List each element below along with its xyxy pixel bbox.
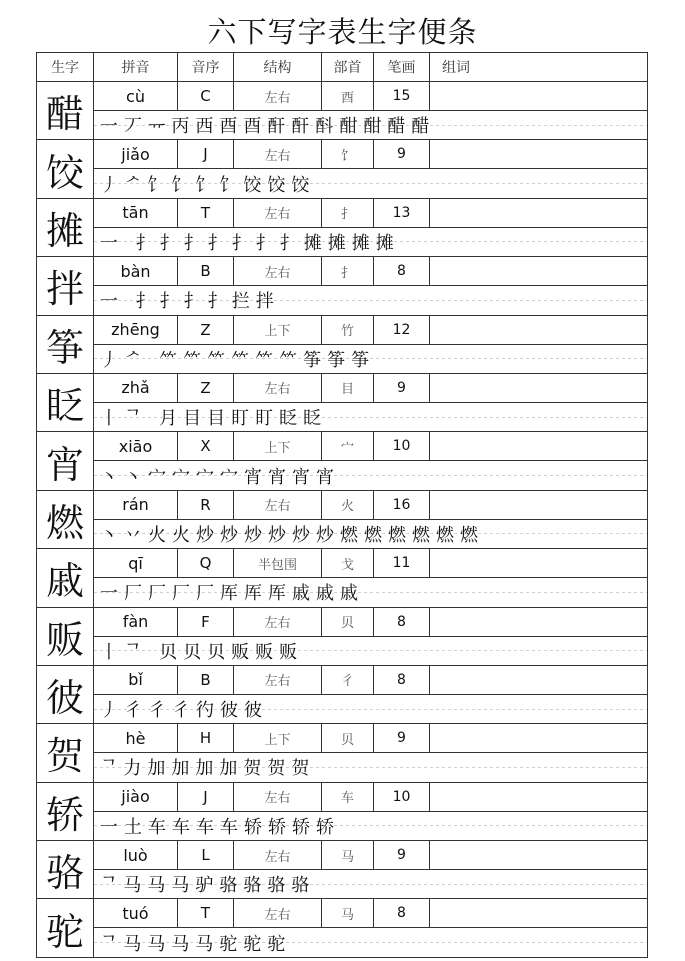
entry-info-row xyxy=(94,724,647,753)
entry-info-row xyxy=(94,899,647,928)
entry-details xyxy=(94,899,647,956)
stroke-order-row xyxy=(94,578,647,606)
words-cell xyxy=(430,549,647,577)
entry-row xyxy=(37,432,647,490)
radical-cell: 竹 xyxy=(322,316,374,344)
order-cell: H xyxy=(178,724,234,752)
entry-details xyxy=(94,82,647,139)
stroke-count-cell: 8 xyxy=(374,899,430,927)
radical-cell: 宀 xyxy=(322,432,374,460)
entry-row xyxy=(37,899,647,956)
stroke-order-row xyxy=(94,286,647,314)
stroke-order-row xyxy=(94,111,647,139)
order-cell: Z xyxy=(178,374,234,402)
structure-cell: 左右 xyxy=(234,608,322,636)
entry-details xyxy=(94,666,647,723)
entry-info-row xyxy=(94,608,647,637)
entry-row xyxy=(37,841,647,899)
words-cell xyxy=(430,316,647,344)
order-cell: Z xyxy=(178,316,234,344)
stroke-order-row xyxy=(94,403,647,431)
pinyin-cell: jiào xyxy=(94,783,178,811)
order-cell: T xyxy=(178,199,234,227)
structure-cell: 左右 xyxy=(234,257,322,285)
pinyin-cell: bàn xyxy=(94,257,178,285)
stroke-sequence: 丿ᄼ饣饣饣饣饺饺饺 xyxy=(100,174,316,196)
header-strokes: 笔画 xyxy=(374,53,430,81)
words-cell xyxy=(430,841,647,869)
stroke-sequence: 丶丷火火炒炒炒炒炒炒燃燃燃燃燃燃 xyxy=(100,524,484,546)
stroke-count-cell: 9 xyxy=(374,374,430,402)
words-cell xyxy=(430,140,647,168)
character-cell: 轿 xyxy=(37,783,94,840)
pinyin-cell: cù xyxy=(94,82,178,110)
entry-row xyxy=(37,82,647,140)
structure-cell: 上下 xyxy=(234,316,322,344)
stroke-sequence: ᄀ马马马马驼驼驼 xyxy=(100,933,292,955)
character-cell: 筝 xyxy=(37,316,94,373)
header-order: 音序 xyxy=(178,53,234,81)
stroke-order-row xyxy=(94,228,647,256)
entry-row xyxy=(37,724,647,782)
page-title: 六下写字表生字便条 xyxy=(207,15,478,49)
pinyin-cell: luò xyxy=(94,841,178,869)
stroke-sequence: 一厂厂厂厂厍厍厍戚戚戚 xyxy=(100,583,364,605)
entry-details xyxy=(94,374,647,431)
character-cell: 醋 xyxy=(37,82,94,139)
entry-row xyxy=(37,374,647,432)
structure-cell: 上下 xyxy=(234,724,322,752)
stroke-count-cell: 11 xyxy=(374,549,430,577)
entry-details xyxy=(94,783,647,840)
structure-cell: 左右 xyxy=(234,140,322,168)
entry-details xyxy=(94,140,647,197)
structure-cell: 半包围 xyxy=(234,549,322,577)
entry-info-row xyxy=(94,140,647,169)
structure-cell: 左右 xyxy=(234,491,322,519)
structure-cell: 上下 xyxy=(234,432,322,460)
order-cell: L xyxy=(178,841,234,869)
stroke-sequence: ᄀ力加加加加贺贺贺 xyxy=(100,758,316,780)
stroke-count-cell: 10 xyxy=(374,432,430,460)
entry-info-row xyxy=(94,491,647,520)
words-cell xyxy=(430,374,647,402)
stroke-sequence: 丿彳彳彳彴彼彼 xyxy=(100,700,268,722)
entry-details xyxy=(94,608,647,665)
entry-details xyxy=(94,841,647,898)
entry-info-row xyxy=(94,549,647,578)
character-cell: 骆 xyxy=(37,841,94,898)
radical-cell: 饣 xyxy=(322,140,374,168)
entry-details xyxy=(94,316,647,373)
stroke-order-row xyxy=(94,753,647,781)
character-table xyxy=(36,52,648,958)
order-cell: F xyxy=(178,608,234,636)
character-cell: 眨 xyxy=(37,374,94,431)
entry-info-row xyxy=(94,257,647,286)
pinyin-cell: qī xyxy=(94,549,178,577)
stroke-order-row xyxy=(94,345,647,373)
pinyin-cell: zhǎ xyxy=(94,374,178,402)
character-cell: 贩 xyxy=(37,608,94,665)
header-structure: 结构 xyxy=(234,53,322,81)
pinyin-cell: tān xyxy=(94,199,178,227)
entry-details xyxy=(94,432,647,489)
order-cell: X xyxy=(178,432,234,460)
radical-cell: 彳 xyxy=(322,666,374,694)
stroke-count-cell: 10 xyxy=(374,783,430,811)
pinyin-cell: jiǎo xyxy=(94,140,178,168)
character-cell: 饺 xyxy=(37,140,94,197)
structure-cell: 左右 xyxy=(234,899,322,927)
entry-details xyxy=(94,199,647,256)
words-cell xyxy=(430,783,647,811)
pinyin-cell: hè xyxy=(94,724,178,752)
stroke-order-row xyxy=(94,169,647,197)
stroke-sequence: 丨ᄀ 月目目盯盯眨眨 xyxy=(100,408,328,430)
order-cell: R xyxy=(178,491,234,519)
words-cell xyxy=(430,724,647,752)
radical-cell: 扌 xyxy=(322,199,374,227)
radical-cell: 马 xyxy=(322,841,374,869)
character-cell: 驼 xyxy=(37,899,94,956)
stroke-count-cell: 9 xyxy=(374,841,430,869)
stroke-count-cell: 12 xyxy=(374,316,430,344)
words-cell xyxy=(430,666,647,694)
words-cell xyxy=(430,491,647,519)
entry-row xyxy=(37,316,647,374)
entry-details xyxy=(94,549,647,606)
stroke-sequence: ᄀ马马马驴骆骆骆骆 xyxy=(100,875,316,897)
entry-row xyxy=(37,783,647,841)
order-cell: J xyxy=(178,140,234,168)
pinyin-cell: tuó xyxy=(94,899,178,927)
entry-row xyxy=(37,608,647,666)
character-cell: 彼 xyxy=(37,666,94,723)
stroke-sequence: 一土车车车车轿轿轿轿 xyxy=(100,816,340,838)
stroke-count-cell: 8 xyxy=(374,608,430,636)
pinyin-cell: rán xyxy=(94,491,178,519)
character-cell: 摊 xyxy=(37,199,94,256)
radical-cell: 目 xyxy=(322,374,374,402)
entry-info-row xyxy=(94,82,647,111)
entry-row xyxy=(37,666,647,724)
radical-cell: 马 xyxy=(322,899,374,927)
entry-info-row xyxy=(94,666,647,695)
entry-row xyxy=(37,199,647,257)
words-cell xyxy=(430,899,647,927)
entry-info-row xyxy=(94,783,647,812)
character-cell: 戚 xyxy=(37,549,94,606)
entry-row xyxy=(37,140,647,198)
entry-row xyxy=(37,491,647,549)
character-cell: 拌 xyxy=(37,257,94,314)
stroke-order-row xyxy=(94,695,647,723)
stroke-sequence: 一 扌扌扌扌扌扌扌摊摊摊摊 xyxy=(100,232,400,254)
stroke-sequence: 丿ᄼ ⺮⺮⺮⺮⺮⺮筝筝筝 xyxy=(100,349,376,371)
radical-cell: 贝 xyxy=(322,608,374,636)
entry-info-row xyxy=(94,199,647,228)
radical-cell: 火 xyxy=(322,491,374,519)
entry-details xyxy=(94,491,647,548)
stroke-count-cell: 9 xyxy=(374,140,430,168)
entry-info-row xyxy=(94,432,647,461)
character-cell: 燃 xyxy=(37,491,94,548)
structure-cell: 左右 xyxy=(234,82,322,110)
structure-cell: 左右 xyxy=(234,666,322,694)
words-cell xyxy=(430,432,647,460)
entry-row xyxy=(37,257,647,315)
order-cell: B xyxy=(178,257,234,285)
order-cell: Q xyxy=(178,549,234,577)
entry-info-row xyxy=(94,374,647,403)
pinyin-cell: fàn xyxy=(94,608,178,636)
stroke-order-row xyxy=(94,870,647,898)
header-words: 组词 xyxy=(442,60,470,76)
pinyin-cell: bǐ xyxy=(94,666,178,694)
radical-cell: 扌 xyxy=(322,257,374,285)
header-pinyin: 拼音 xyxy=(94,53,178,81)
header-char: 生字 xyxy=(37,53,94,81)
order-cell: J xyxy=(178,783,234,811)
stroke-sequence: 丨ᄀ 贝贝贝贩贩贩 xyxy=(100,641,304,663)
character-cell: 贺 xyxy=(37,724,94,781)
order-cell: B xyxy=(178,666,234,694)
order-cell: C xyxy=(178,82,234,110)
pinyin-cell: xiāo xyxy=(94,432,178,460)
stroke-count-cell: 8 xyxy=(374,666,430,694)
structure-cell: 左右 xyxy=(234,199,322,227)
stroke-order-row xyxy=(94,928,647,956)
entry-info-row xyxy=(94,316,647,345)
character-cell: 宵 xyxy=(37,432,94,489)
entry-details xyxy=(94,724,647,781)
header-radical: 部首 xyxy=(322,53,374,81)
structure-cell: 左右 xyxy=(234,783,322,811)
structure-cell: 左右 xyxy=(234,841,322,869)
stroke-sequence: 一丆ᅲ丙西酉酉酐酐酙酣酣醋醋 xyxy=(100,116,436,138)
stroke-count-cell: 9 xyxy=(374,724,430,752)
stroke-count-cell: 16 xyxy=(374,491,430,519)
table-header xyxy=(37,53,647,82)
stroke-sequence: 丶丶宀宀宀宀宵宵宵宵 xyxy=(100,466,340,488)
stroke-order-row xyxy=(94,520,647,548)
entry-row xyxy=(37,549,647,607)
words-cell xyxy=(430,82,647,110)
entry-info-row xyxy=(94,841,647,870)
stroke-sequence: 一 扌扌扌扌拦拌 xyxy=(100,291,280,313)
radical-cell: 戈 xyxy=(322,549,374,577)
radical-cell: 车 xyxy=(322,783,374,811)
radical-cell: 贝 xyxy=(322,724,374,752)
structure-cell: 左右 xyxy=(234,374,322,402)
stroke-count-cell: 13 xyxy=(374,199,430,227)
words-cell xyxy=(430,608,647,636)
stroke-order-row xyxy=(94,812,647,840)
stroke-count-cell: 8 xyxy=(374,257,430,285)
stroke-count-cell: 15 xyxy=(374,82,430,110)
radical-cell: 酉 xyxy=(322,82,374,110)
words-cell xyxy=(430,257,647,285)
order-cell: T xyxy=(178,899,234,927)
words-cell xyxy=(430,199,647,227)
entry-details xyxy=(94,257,647,314)
stroke-order-row xyxy=(94,637,647,665)
stroke-order-row xyxy=(94,461,647,489)
pinyin-cell: zhēng xyxy=(94,316,178,344)
